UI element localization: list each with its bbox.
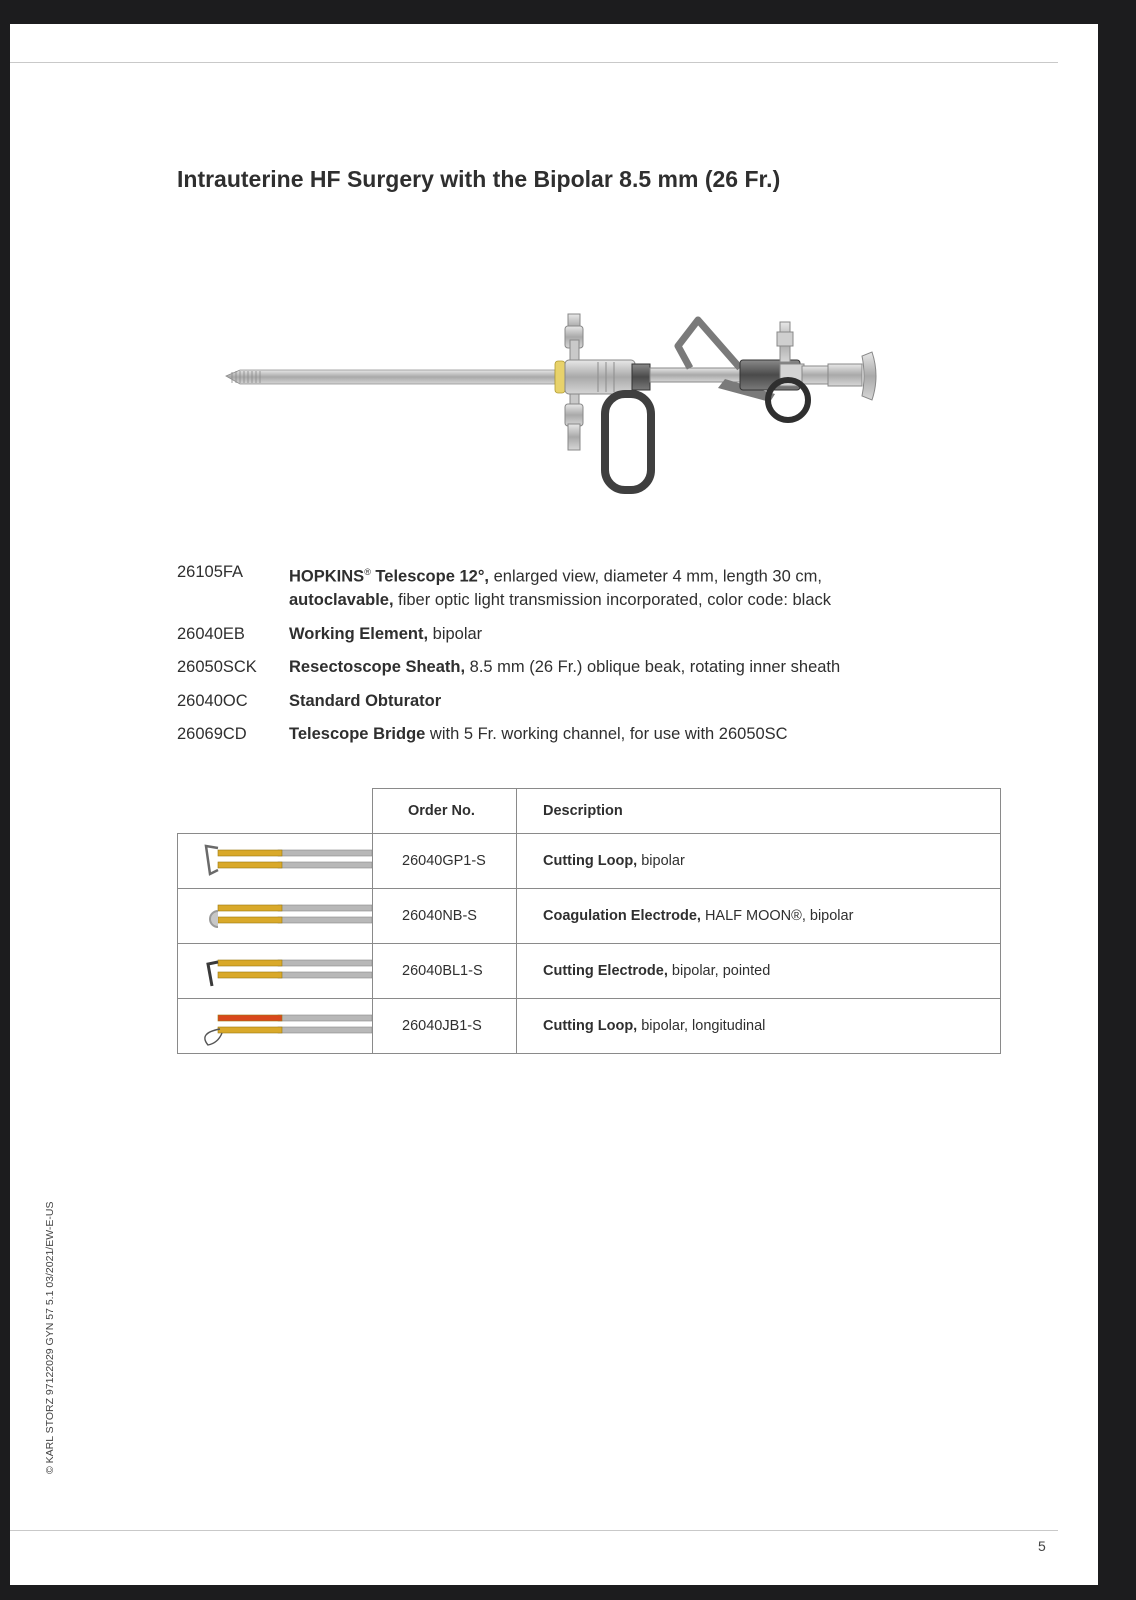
order-number: 26040JB1-S xyxy=(373,999,517,1054)
copyright-notice: © KARL STORZ 97122029 GYN 57 5.1 03/2021/EW-E-US xyxy=(44,1201,56,1474)
table-row xyxy=(178,999,1001,1054)
header-description: Description xyxy=(517,789,1001,834)
spec-bold: autoclavable, xyxy=(289,591,394,609)
spec-code: 26069CD xyxy=(177,725,247,743)
spec-description xyxy=(289,561,937,613)
description-bold: Cutting Electrode, xyxy=(543,963,668,979)
spec-row xyxy=(177,623,937,647)
electrode-description xyxy=(517,999,1001,1054)
spec-code: 26105FA xyxy=(177,563,244,581)
description-text: bipolar, longitudinal xyxy=(637,1018,766,1034)
description-text: HALF MOON®, bipolar xyxy=(700,908,854,924)
electrode-image-cell xyxy=(178,944,373,999)
table-row xyxy=(178,834,1001,889)
electrode-description xyxy=(517,889,1001,944)
spec-text: with 5 Fr. working channel, for use with 26050SC xyxy=(425,725,788,743)
spec-code: 26040OC xyxy=(177,691,248,710)
spec-text: fiber optic light transmission incorporated, color code: black xyxy=(393,591,832,609)
table-row xyxy=(178,944,1001,999)
description-bold: Coagulation Electrode, xyxy=(543,908,701,924)
header-order-no: Order No. xyxy=(373,789,517,834)
spec-text: 8.5 mm (26 Fr.) oblique beak, rotating inner sheath xyxy=(465,658,841,676)
electrode-image xyxy=(178,999,372,1053)
electrode-description xyxy=(517,944,1001,999)
spec-bold: Standard Obturator xyxy=(289,691,442,710)
electrode-description xyxy=(517,834,1001,889)
table-header-row xyxy=(178,789,1001,834)
order-number: 26040NB-S xyxy=(373,889,517,944)
spec-text: enlarged view, diameter 4 mm, length 30 cm, xyxy=(489,567,822,586)
spec-bold: Telescope Bridge xyxy=(289,725,426,743)
spec-bold: Telescope 12°, xyxy=(370,567,490,586)
spec-code: 26050SCK xyxy=(177,658,257,676)
spec-row xyxy=(177,723,937,747)
top-divider xyxy=(10,62,1058,63)
electrode-image xyxy=(178,889,372,943)
spec-row xyxy=(177,690,937,714)
description-text: bipolar, pointed xyxy=(667,963,771,979)
spec-row xyxy=(177,656,937,680)
spec-text: bipolar xyxy=(428,624,483,643)
spec-description xyxy=(289,623,937,647)
registered-mark: ® xyxy=(364,567,371,577)
electrode-image-cell xyxy=(178,999,373,1054)
spec-description xyxy=(289,690,937,714)
spec-row xyxy=(177,561,937,613)
order-number: 26040GP1-S xyxy=(373,834,517,889)
description-text: bipolar xyxy=(637,853,685,869)
electrode-image xyxy=(178,834,372,888)
spec-bold: Resectoscope Sheath, xyxy=(289,658,466,676)
component-list xyxy=(177,561,937,757)
electrode-image-cell xyxy=(178,834,373,889)
table-row xyxy=(178,889,1001,944)
header-blank-cell xyxy=(178,789,373,834)
order-number: 26040BL1-S xyxy=(373,944,517,999)
description-bold: Cutting Loop, xyxy=(543,853,638,869)
electrode-table xyxy=(177,788,1001,1054)
spec-bold: Working Element, xyxy=(289,624,429,643)
spec-description xyxy=(289,723,937,747)
document-page xyxy=(10,24,1098,1585)
electrode-image-cell xyxy=(178,889,373,944)
bottom-divider xyxy=(10,1530,1058,1531)
electrode-image xyxy=(178,944,372,998)
description-bold: Cutting Loop, xyxy=(543,1018,638,1034)
spec-bold: HOPKINS xyxy=(289,567,365,586)
resectoscope-illustration xyxy=(220,284,900,514)
page-number: 5 xyxy=(1038,1538,1046,1554)
spec-description xyxy=(289,656,937,680)
page-title: Intrauterine HF Surgery with the Bipolar 8.5 mm (26 Fr.) xyxy=(177,166,781,192)
spec-code: 26040EB xyxy=(177,624,245,643)
